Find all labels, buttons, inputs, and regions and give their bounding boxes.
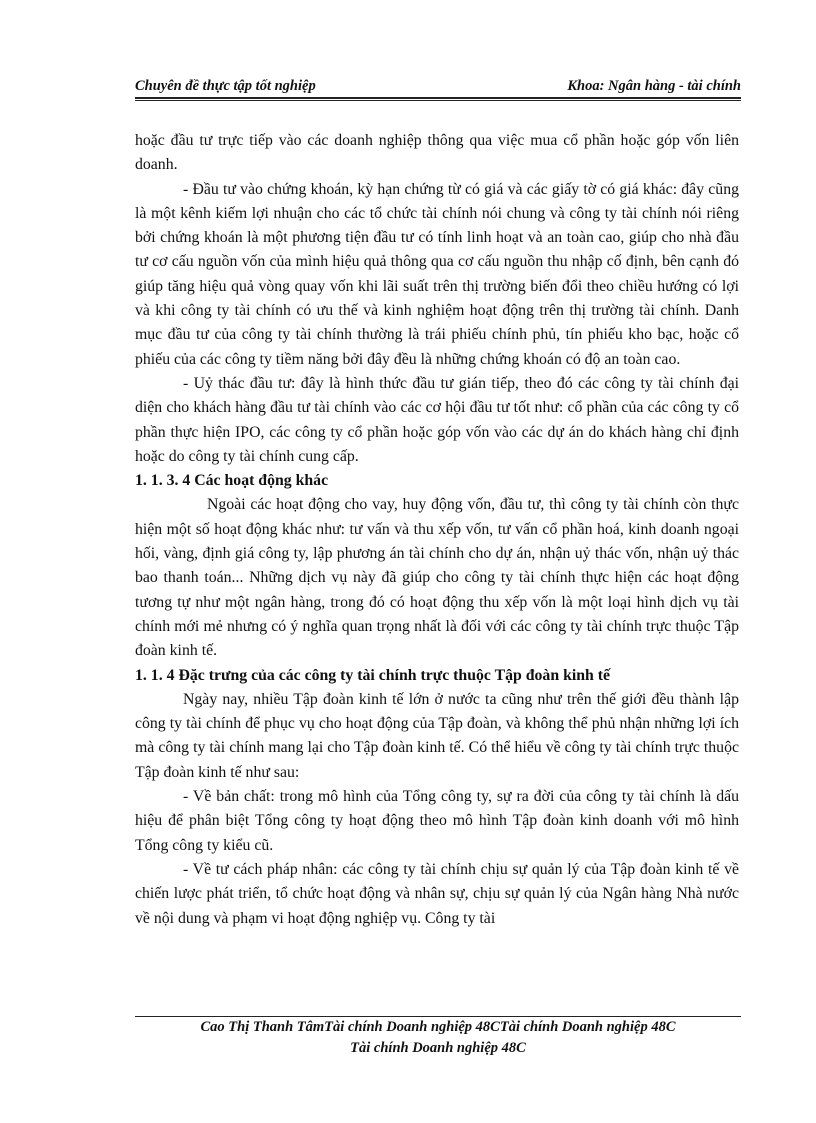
paragraph-securities-investment: - Đầu tư vào chứng khoán, kỳ hạn chứng từ có giá và các giấy tờ có giá khác: đây cũng là một kênh kiếm lợi nhuận cho các tổ chức tài chính nói chung và công ty tài chính nói riêng bởi chứng khoán là một phương tiện đầu tư có tính linh hoạt và an toàn cao, giúp cho nhà đầu tư cơ cấu nguồn vốn của mình hiệu quả thông qua cơ cấu nguồn thu nhập cố định, bên cạnh đó giúp tăng hiệu quả vòng quay vốn khi lãi suất trên thị trường biến đổi theo chiều hướng có lợi và khi công ty tài chính có ưu thế và kinh nghiệm hoạt động trên thị trường tài chính. Danh mục đầu tư của công ty tài chính thường là trái phiếu chính phủ, tín phiếu kho bạc, hoặc cổ phiếu của các công ty tiềm năng bởi đây đều là những chứng khoán có độ an toàn cao. [135, 180, 739, 368]
page-footer [135, 1017, 741, 1059]
header-divider [135, 97, 741, 101]
paragraph-other-activities: Ngoài các hoạt động cho vay, huy động vốn, đầu tư, thì công ty tài chính còn thực hiện một số hoạt động khác như: tư vấn và thu xếp vốn, tư vấn cổ phần hoá, kinh doanh ngoại hối, vàng, định giá công ty, lập phương án tài chính cho dự án, nhận uỷ thác vốn, nhận uỷ thác bao thanh toán... Những dịch vụ này đã giúp cho công ty tài chính thực hiện các hoạt động tương tự như một ngân hàng, trong đó có hoạt động thu xếp vốn là một loại hình dịch vụ tài chính mới mẻ nhưng có ý nghĩa quan trọng nhất là đối với các công ty tài chính trực thuộc Tập đoàn kinh tế. [135, 496, 739, 660]
footer-class-line: Tài chính Doanh nghiệp 48C [350, 1040, 526, 1056]
paragraph-legal-status: - Về tư cách pháp nhân: các công ty tài chính chịu sự quản lý của Tập đoàn kinh tế về chiến lược phát triển, tổ chức hoạt động và nhân sự, chịu sự quản lý của Ngân hàng Nhà nước về nội dung và phạm vi hoạt động nghiệp vụ. Công ty tài [135, 860, 739, 927]
header-department: Khoa: Ngân hàng - tài chính [567, 78, 741, 94]
page-header [135, 76, 741, 98]
section-heading-other-activities: 1. 1. 3. 4 Các hoạt động khác [135, 472, 329, 490]
section-heading-characteristics: 1. 1. 4 Đặc trưng của các công ty tài chính trực thuộc Tập đoàn kinh tế [135, 666, 611, 684]
footer-author-line: Cao Thị Thanh TâmTài chính Doanh nghiệp 48CTài chính Doanh nghiệp 48C [200, 1019, 676, 1035]
paragraph-nature: - Về bản chất: trong mô hình của Tổng công ty, sự ra đời của công ty tài chính là dấu hiệu để phân biệt Tổng công ty hoạt động theo mô hình Tập đoàn kinh doanh với mô hình Tổng công ty kiểu cũ. [135, 788, 739, 854]
paragraph-characteristics-intro: Ngày nay, nhiều Tập đoàn kinh tế lớn ở nước ta cũng như trên thế giới đều thành lập công ty tài chính để phục vụ cho hoạt động của Tập đoàn, và không thể phủ nhận những lợi ích mà công ty tài chính mang lại cho Tập đoàn kinh tế. Có thể hiểu về công ty tài chính trực thuộc Tập đoàn kinh tế như sau: [135, 690, 739, 781]
paragraph-trust-investment: - Uỷ thác đầu tư: đây là hình thức đầu tư gián tiếp, theo đó các công ty tài chính đại diện cho khách hàng đầu tư tài chính vào các cơ hội đầu tư tốt như: cổ phần của các công ty cổ phần thực hiện IPO, các công ty cổ phần hoặc góp vốn vào các dự án do khách hàng chỉ định hoặc do công ty tài chính cung cấp. [135, 374, 739, 465]
paragraph-continuation: hoặc đầu tư trực tiếp vào các doanh nghiệp thông qua việc mua cổ phần hoặc góp vốn liên doanh. [135, 132, 739, 174]
body-text [135, 129, 739, 931]
header-title: Chuyên đề thực tập tốt nghiệp [135, 78, 316, 94]
